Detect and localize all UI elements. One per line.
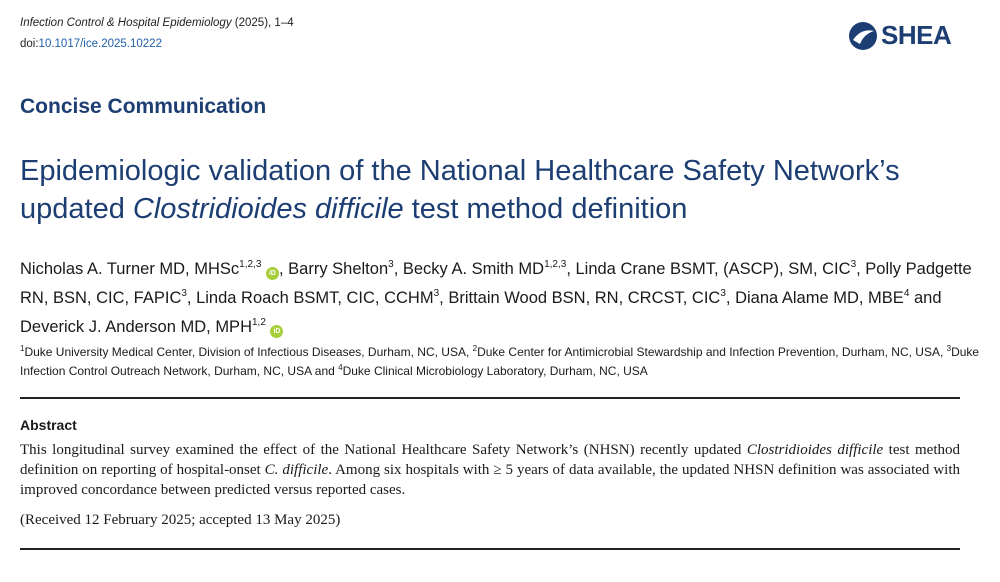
doi-line [20,38,162,50]
shea-globe-icon [848,21,878,51]
author-affiliation-marker: 3 [433,287,440,299]
affiliations [20,343,980,381]
divider-top [20,397,960,399]
affiliation-marker: 1 [20,344,25,353]
author-affiliation-marker: 1,2 [251,316,266,328]
affiliation-text: Duke Infection Control Outreach Network, Durham, NC, USA and [20,345,980,378]
author-name: Barry Shelton [288,260,389,278]
shea-logo-text: SHEA [881,20,952,50]
author-affiliation-marker: 3 [720,287,726,299]
author-affiliation-marker: 1,2,3 [239,258,262,270]
author-name: Deverick J. Anderson MD, MPH [20,318,252,336]
author-affiliation-marker: 3 [181,287,187,299]
title-organism: Clostridioides difficile [132,193,404,225]
article-type: Concise Communication [20,95,267,118]
received-dates: (Received 12 February 2025; accepted 13 May 2025) [20,512,341,528]
author-connector: and [913,289,942,307]
divider-bottom [20,548,960,550]
journal-name: Infection Control & Hospital Epidemiology [20,17,232,29]
doi-link[interactable]: 10.1017/ice.2025.10222 [38,38,162,50]
author-name: Polly Padgette RN, BSN, CIC, FAPIC [20,260,972,307]
author-name: Diana Alame MD, MBE [735,289,904,307]
author-affiliation-marker: 3 [388,258,394,270]
journal-meta: (2025), 1–4 [231,17,294,29]
author-affiliation-marker: 1,2,3 [544,258,567,270]
author-name: Becky A. Smith MD [402,260,545,278]
abstract-text: This longitudinal survey examined the effect of the National Healthcare Safety Network’s (NHSN) recently updated Clostridioides difficile test method definition on reporting of hospital-onset C. difficile. Among six hospitals with ≥ 5 years of data available, the updated NHSN definition was associated with improved concordance between predicted versus reported cases. [20,442,960,498]
author-name: Linda Crane BSMT, (ASCP), SM, CIC [575,260,851,278]
author-name: Nicholas A. Turner MD, MHSc [20,260,240,278]
author-name: Brittain Wood BSN, RN, CRCST, CIC [448,289,721,307]
affiliation-marker: 4 [338,363,343,372]
orcid-icon[interactable]: iD [270,325,283,338]
author-name: Linda Roach BSMT, CIC, CCHM [196,289,434,307]
affiliation-marker: 3 [946,344,952,353]
author-affiliation-marker: 3 [850,258,857,270]
orcid-icon[interactable]: iD [266,267,279,280]
affiliation-text: Duke Clinical Microbiology Laboratory, Durham, NC, USA [342,364,648,378]
shea-logo [848,20,951,51]
affiliation-marker: 2 [472,344,478,353]
affiliation-text: Duke University Medical Center, Division of Infectious Diseases, Durham, NC, USA, [24,345,473,359]
author-affiliation-marker: 4 [903,287,910,299]
article-title: Epidemiologic validation of the National Healthcare Safety Network’s updated Clostridioides difficile test method definition [20,155,900,225]
doi-label: doi: [20,38,39,50]
author-list: Nicholas A. Turner MD, MHSc$^{1,2,3}$ iD , Barry Shelton$^3$, Becky A. Smith MD$^{1,2,3}$, Linda Crane BSMT, (ASCP), SM, CIC$^3$, Polly Padgette RN, BSN, CIC, FAPIC$^3$, Linda Roach BSMT, CIC, CCHM$^3$, Brittain Wood BSN, RN, CRCST, CIC$^3$, Diana Alame MD, MBE$^4$ and Deverick J. Anderson MD, MPH$^{1,2}$ iD [20,258,972,336]
affiliation-text: Duke Center for Antimicrobial Stewardship and Infection Prevention, Durham, NC, USA, [477,345,947,359]
abstract-heading: Abstract [20,417,77,433]
journal-citation [20,17,294,29]
